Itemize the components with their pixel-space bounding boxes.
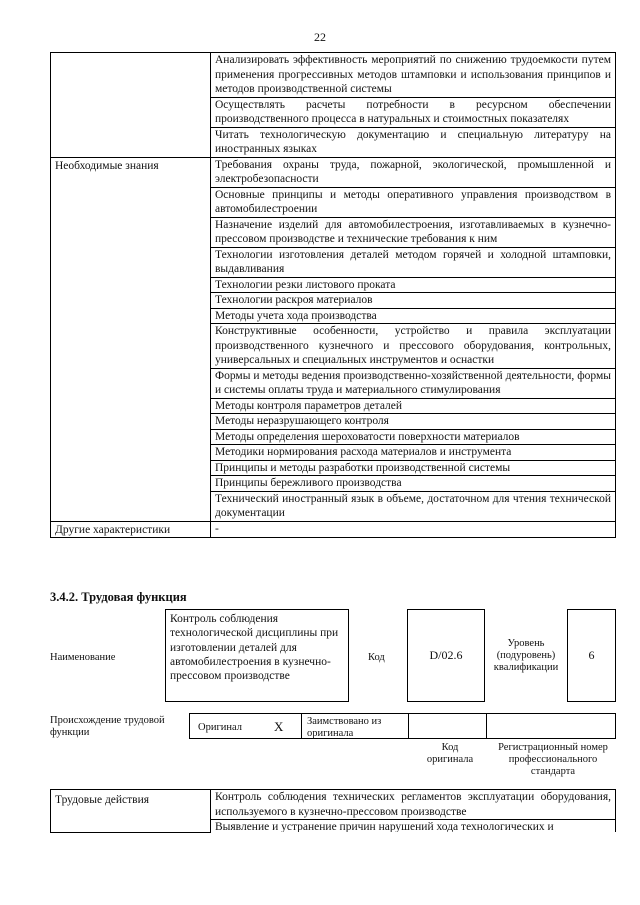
knowledge-cell: Конструктивные особенности, устройство и правила эксплуатации производственного кузнечного и прессового оборудования, контрольных, универсальных и специальных инструментов и оснастки bbox=[211, 324, 616, 369]
knowledge-cell: Технологии раскроя материалов bbox=[211, 293, 616, 309]
level-label: Уровень (подуровень) квалификации bbox=[493, 638, 559, 673]
labor-actions-table bbox=[50, 789, 616, 833]
skill-cell: Анализировать эффективность мероприятий по снижению трудоемкости путем применения прогрессивных методов штамповки и использования принципов и методов производственной системы bbox=[211, 53, 616, 98]
skill-cell: Осуществлять расчеты потребности в ресурсном обеспечении производственного процесса в натуральных и стоимостных показателях bbox=[211, 97, 616, 127]
knowledge-cell: Методы контроля параметров деталей bbox=[211, 398, 616, 414]
knowledge-label: Необходимые знания bbox=[51, 157, 211, 521]
labor-action-cell bbox=[211, 820, 616, 833]
knowledge-cell: Методы учета хода производства bbox=[211, 308, 616, 324]
function-name-box: Контроль соблюдения технологической дисциплины при изготовлении деталей для автомобилестроения в кузнечно-прессовом производстве bbox=[165, 609, 349, 702]
skill-cell: Читать технологическую документацию и специальную литературу на иностранных языках bbox=[211, 127, 616, 157]
borrowed-label: Заимствовано из оригинала bbox=[307, 716, 382, 739]
knowledge-cell: Основные принципы и методы оперативного управления производством в автомобилестроении bbox=[211, 187, 616, 217]
knowledge-cell: Методики нормирования расхода материалов и инструмента bbox=[211, 445, 616, 461]
name-label: Наименование bbox=[50, 652, 116, 663]
requirements-table bbox=[50, 52, 616, 538]
knowledge-cell: Назначение изделий для автомобилестроения, изготавливаемых в кузнечно-прессовом производстве и технические требования к ним bbox=[211, 217, 616, 247]
code-value-box: D/02.6 bbox=[407, 609, 485, 702]
origin-label: Происхождение трудовой функции bbox=[50, 715, 165, 738]
code-label: Код bbox=[368, 652, 385, 663]
level-value-box: 6 bbox=[567, 609, 616, 702]
section-title: 3.4.2. Трудовая функция bbox=[50, 590, 187, 604]
knowledge-cell: Формы и методы ведения производственно-хозяйственной деятельности, формы и системы оплаты труда и материального стимулирования bbox=[211, 368, 616, 398]
page-number: 22 bbox=[314, 30, 326, 44]
labor-actions-label: Трудовые действия bbox=[51, 790, 211, 833]
code-caption: Код оригинала bbox=[426, 742, 474, 765]
original-label: Оригинал bbox=[198, 722, 242, 733]
labor-action-text: Выявление и устранение причин нарушений хода технологических и bbox=[215, 821, 554, 832]
knowledge-cell: Технологии изготовления деталей методом горячей и холодной штамповки, выдавливания bbox=[211, 247, 616, 277]
knowledge-cell: Принципы и методы разработки производственной системы bbox=[211, 460, 616, 476]
labor-action-cell: Контроль соблюдения технических регламентов эксплуатации оборудования, используемого в кузнечно-прессовом производстве bbox=[211, 790, 616, 820]
other-label: Другие характеристики bbox=[51, 521, 211, 537]
original-mark: X bbox=[274, 719, 284, 734]
knowledge-cell: Принципы бережливого производства bbox=[211, 476, 616, 492]
empty-label-cell bbox=[51, 53, 211, 158]
knowledge-cell: Методы неразрушающего контроля bbox=[211, 414, 616, 430]
knowledge-cell: Технический иностранный язык в объеме, достаточном для чтения технической документации bbox=[211, 491, 616, 521]
origin-row bbox=[189, 713, 616, 739]
reg-number-caption: Регистрационный номер профессионального стандарта bbox=[498, 742, 608, 777]
knowledge-cell: Методы определения шероховатости поверхности материалов bbox=[211, 429, 616, 445]
knowledge-cell: Технологии резки листового проката bbox=[211, 277, 616, 293]
knowledge-cell: Требования охраны труда, пожарной, экологической, промышленной и электробезопасности bbox=[211, 157, 616, 187]
other-value: - bbox=[211, 521, 616, 537]
